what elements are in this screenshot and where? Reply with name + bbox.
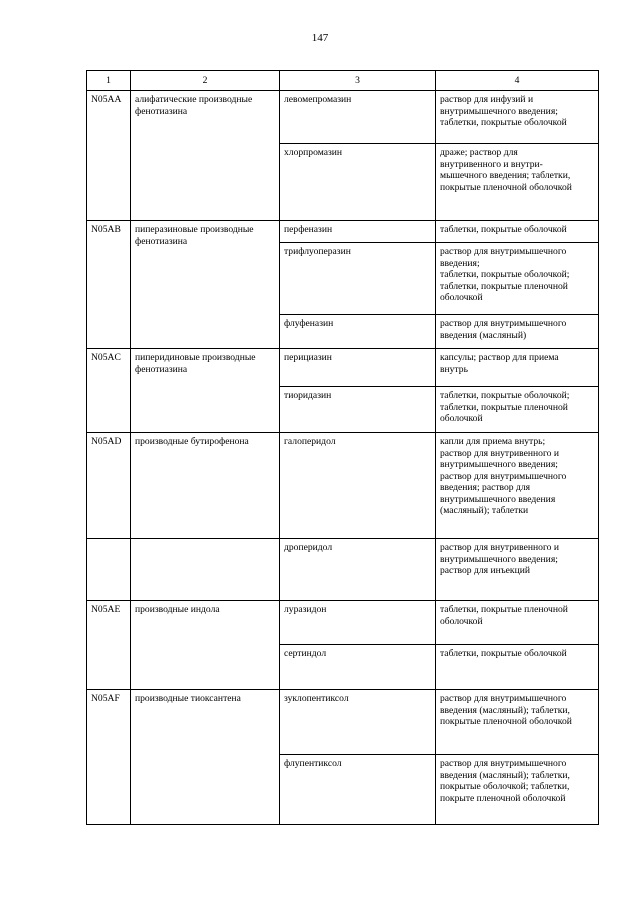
- atc-code-cell: N05AE: [87, 601, 131, 690]
- dosage-form-cell: драже; раствор для внутривенного и внутри- мышечного введения; таблетки, покрытые пленочной оболочкой: [436, 144, 599, 221]
- atc-code-cell: N05AD: [87, 433, 131, 539]
- dosage-form-cell: таблетки, покрытые оболочкой; таблетки, покрытые пленочной оболочкой: [436, 387, 599, 433]
- group-name-cell: пиперазиновые производные фенотиазина: [131, 221, 280, 349]
- group-name-cell: пиперидиновые производные фенотиазина: [131, 349, 280, 433]
- group-name-cell: алифатические производные фенотиазина: [131, 91, 280, 221]
- drug-name-cell: тиоридазин: [280, 387, 436, 433]
- dosage-form-cell: раствор для внутримышечного введения (масляный): [436, 315, 599, 349]
- drug-name-cell: перициазин: [280, 349, 436, 387]
- dosage-form-cell: раствор для инфузий и внутримышечного введения; таблетки, покрытые оболочкой: [436, 91, 599, 144]
- atc-code-cell: N05AB: [87, 221, 131, 349]
- dosage-form-cell: таблетки, покрытые оболочкой: [436, 221, 599, 243]
- header-col-3: 3: [280, 71, 436, 91]
- group-name-cell: производные индола: [131, 601, 280, 690]
- table-row: [87, 91, 599, 144]
- group-name-cell-continued: [131, 539, 280, 601]
- atc-code-cell: N05AF: [87, 690, 131, 825]
- atc-code-cell-continued: [87, 539, 131, 601]
- dosage-form-cell: раствор для внутримышечного введения (масляный); таблетки, покрытые оболочкой; таблетки, покрыте пленочной оболочкой: [436, 755, 599, 825]
- drug-name-cell: дроперидол: [280, 539, 436, 601]
- header-col-2: 2: [131, 71, 280, 91]
- atc-code-cell: N05AA: [87, 91, 131, 221]
- table-header-row: [87, 71, 599, 91]
- drug-name-cell: флупентиксол: [280, 755, 436, 825]
- dosage-form-cell: раствор для внутримышечного введения (масляный); таблетки, покрытые пленочной оболочкой: [436, 690, 599, 755]
- dosage-form-cell: раствор для внутривенного и внутримышечного введения; раствор для инъекций: [436, 539, 599, 601]
- table-row: [87, 221, 599, 243]
- drug-name-cell: луразидон: [280, 601, 436, 645]
- drug-classification-table: [86, 70, 599, 825]
- dosage-form-cell: таблетки, покрытые пленочной оболочкой: [436, 601, 599, 645]
- table-row: [87, 433, 599, 539]
- table-row: [87, 601, 599, 645]
- header-col-4: 4: [436, 71, 599, 91]
- table-row: [87, 690, 599, 755]
- table-row: [87, 349, 599, 387]
- header-col-1: 1: [87, 71, 131, 91]
- drug-name-cell: левомепромазин: [280, 91, 436, 144]
- dosage-form-cell: капсулы; раствор для приема внутрь: [436, 349, 599, 387]
- drug-name-cell: трифлуоперазин: [280, 243, 436, 315]
- drug-name-cell: сертиндол: [280, 645, 436, 690]
- group-name-cell: производные тиоксантена: [131, 690, 280, 825]
- page-number: 147: [311, 32, 329, 44]
- drug-name-cell: галоперидол: [280, 433, 436, 539]
- drug-name-cell: хлорпромазин: [280, 144, 436, 221]
- atc-code-cell: N05AC: [87, 349, 131, 433]
- table-row: [87, 539, 599, 601]
- drug-name-cell: перфеназин: [280, 221, 436, 243]
- dosage-form-cell: капли для приема внутрь; раствор для внутривенного и внутримышечного введения; раствор для внутримышечного введения; раствор для внутримышечного введения (масляный); таблетки: [436, 433, 599, 539]
- group-name-cell: производные бутирофенона: [131, 433, 280, 539]
- drug-name-cell: зуклопентиксол: [280, 690, 436, 755]
- dosage-form-cell: раствор для внутримышечного введения; таблетки, покрытые оболочкой; таблетки, покрытые пленочной оболочкой: [436, 243, 599, 315]
- dosage-form-cell: таблетки, покрытые оболочкой: [436, 645, 599, 690]
- drug-name-cell: флуфеназин: [280, 315, 436, 349]
